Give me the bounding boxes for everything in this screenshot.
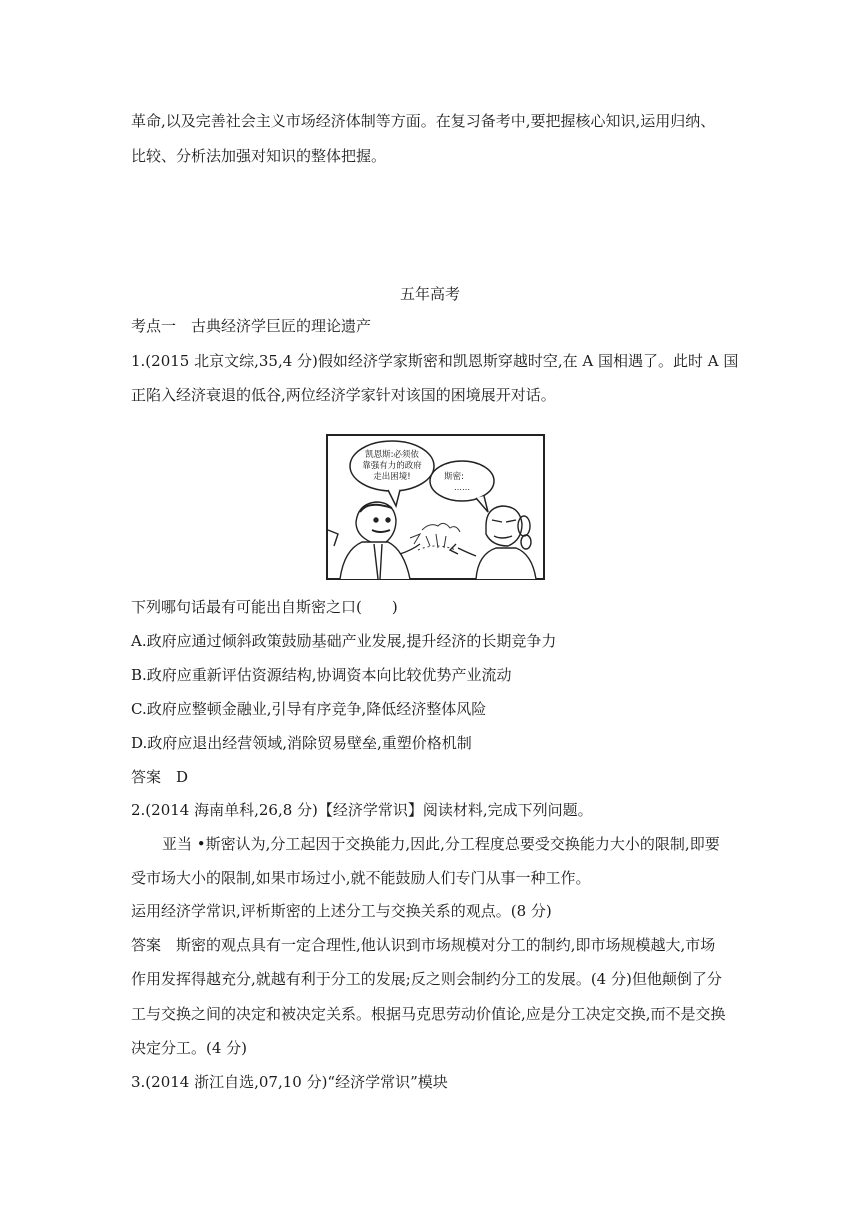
topic-heading: 考点一 古典经济学巨匠的理论遗产 [131, 317, 372, 335]
q2-answer-line-4: 决定分工。(4 分) [131, 1039, 248, 1057]
q1-prompt: 下列哪句话最有可能出自斯密之口( ) [131, 598, 398, 616]
q1-option-b: B.政府应重新评估资源结构,协调资本向比较优势产业流动 [131, 666, 512, 684]
q1-option-d: D.政府应退出经营领域,消除贸易壁垒,重塑价格机制 [131, 734, 472, 752]
q1-stem-line-2: 正陷入经济衰退的低谷,两位经济学家针对该国的困境展开对话。 [131, 386, 556, 404]
smith-bubble-line-2: …… [454, 483, 470, 492]
q2-answer-line-2: 作用发挥得越充分,就越有利于分工的发展;反之则会制约分工的发展。(4 分)但他颠倒了分 [131, 970, 722, 988]
q1-answer: 答案 D [131, 768, 189, 786]
keynes-bubble-line-2: 靠强有力的政府 [362, 461, 422, 471]
cartoon-image [326, 434, 545, 580]
q3-stem: 3.(2014 浙江自选,07,10 分)“经济学常识”模块 [131, 1073, 448, 1091]
q1-option-c: C.政府应整顿金融业,引导有序竞争,降低经济整体风险 [131, 700, 487, 718]
intro-line-1: 革命,以及完善社会主义市场经济体制等方面。在复习备考中,要把握核心知识,运用归纳、 [131, 112, 716, 130]
q2-stem: 2.(2014 海南单科,26,8 分)【经济学常识】阅读材料,完成下列问题。 [131, 801, 593, 819]
q2-answer-line-3: 工与交换之间的决定和被决定关系。根据马克思劳动价值论,应是分工决定交换,而不是交换 [131, 1005, 726, 1023]
intro-line-2: 比较、分析法加强对知识的整体把握。 [131, 147, 387, 165]
section-title: 五年高考 [399, 285, 460, 303]
keynes-bubble-line-1: 凯恩斯:必须依 [365, 450, 419, 460]
q1-stem-line-1: 1.(2015 北京文综,35,4 分)假如经济学家斯密和凯恩斯穿越时空,在 A 国相遇了。此时 A 国 [131, 352, 739, 370]
q2-answer-line-1: 答案 斯密的观点具有一定合理性,他认识到市场规模对分工的制约,即市场规模越大,市场 [131, 936, 716, 954]
q2-question: 运用经济学常识,评析斯密的上述分工与交换关系的观点。(8 分) [131, 902, 552, 920]
q1-option-a: A.政府应通过倾斜政策鼓励基础产业发展,提升经济的长期竞争力 [131, 632, 557, 650]
smith-bubble-line-1: 斯密: [444, 472, 464, 482]
keynes-bubble-line-3: 走出困境! [373, 472, 411, 482]
q2-material-line-1: 亚当 •斯密认为,分工起因于交换能力,因此,分工程度总要受交换能力大小的限制,即要 [162, 835, 720, 853]
q2-material-line-2: 受市场大小的限制,如果市场过小,就不能鼓励人们专门从事一种工作。 [131, 869, 591, 887]
